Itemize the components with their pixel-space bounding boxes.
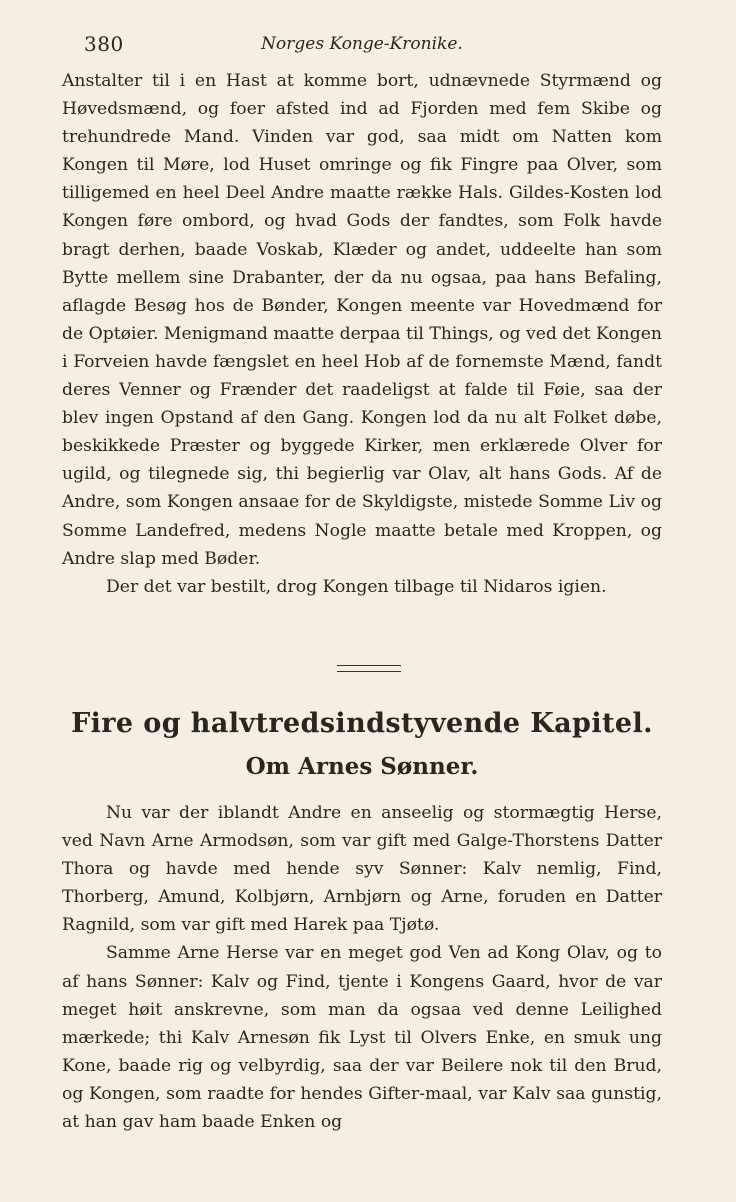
paragraph: Der det var bestilt, drog Kongen tilbage til Nidaros igien. [106,576,607,597]
chapter-text [62,799,662,1136]
section-text-continued [62,67,662,601]
chapter-title: Fire og halvtredsindstyvende Kapitel. [71,708,653,739]
chapter-subtitle: Om Arnes Sønner. [245,753,479,780]
paragraph: Nu var der iblandt Andre en anseelig og stormægtig Herse, ved Navn Arne Armodsøn, som var gift med Galge-Thorstens Datter Thora og havde med hende syv Sønner: Kalv nemlig, Find, Thorberg, Amund, Kolbjørn, Arnbjørn og Arne, foruden en Datter Ragnild, som var gift med Harek paa Tjøtø. [62,803,662,936]
running-title: Norges Konge-Kronike. [261,34,463,54]
page-number: 380 [84,32,124,56]
paragraph: Samme Arne Herse var en meget god Ven ad Kong Olav, og to af hans Sønner: Kalv og Find, tjente i Kongens Gaard, hvor de var meget høit anskrevne, som man da ogsaa ved denne Leilighed mærkede; thi Kalv Arnesøn fik Lyst til Olvers Enke, en smuk ung Kone, baade rig og velbyrdig, saa der var Beilere nok til den Brud, og Kongen, som raadte for hendes Gifter-maal, var Kalv saa gunstig, at han gav ham baade Enken og [62,943,662,1133]
page-header [62,26,662,62]
section-divider [337,665,401,672]
paragraph: Anstalter til i en Hast at komme bort, udnævnede Styrmænd og Høvedsmænd, og foer afsted ind ad Fjorden med fem Skibe og trehundrede Mand. Vinden var god, saa midt om Natten kom Kongen til Møre, lod Huset omringe og fik Fingre paa Olver, som tilligemed en heel Deel Andre maatte række Hals. Gildes-Kosten lod Kongen føre ombord, og hvad Gods der fandtes, som Folk havde bragt derhen, baade Voskab, Klæder og andet, uddeelte han som Bytte mellem sine Drabanter, der da nu ogsaa, paa hans Befaling, aflagde Besøg hos de Bønder, Kongen meente var Hovedmænd for de Optøier. Menigmand maatte derpaa til Things, og ved det Kongen i Forveien havde fængslet en heel Hob af de fornemste Mænd, fandt deres Venner og Frænder det raadeligst at falde til Føie, saa der blev ingen Opstand af den Gang. Kongen lod da nu alt Folket døbe, beskikkede Præster og byggede Kirker, men erklærede Olver for ugild, og tilegnede sig, thi begierlig var Olav, alt hans Gods. Af de Andre, som Kongen ansaae for de Skyldigste, mistede Somme Liv og Somme Landefred, medens Nogle maatte betale med Kroppen, og Andre slap med Bøder. [62,71,662,569]
